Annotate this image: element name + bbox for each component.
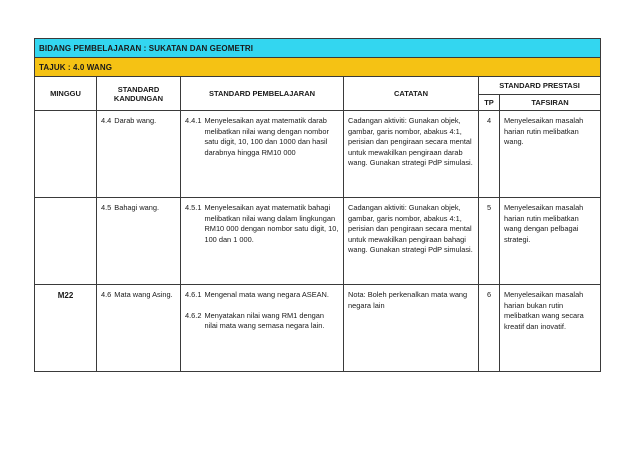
standard-pembelajaran-cell <box>181 285 344 372</box>
tafsiran-cell: Menyelesaikan masalah harian rutin melibatkan wang dengan pelbagai strategi. <box>500 198 601 285</box>
table-row <box>35 285 601 372</box>
sp-text: Menyatakan nilai wang RM1 dengan nilai mata wang semasa negara lain. <box>204 310 325 331</box>
sp-text: Menyelesaikan ayat matematik bahagi melibatkan nilai wang dalam lingkungan RM10 000 dengan nombor satu digit, 10, 100 dan 1 000. <box>204 203 339 244</box>
standard-pembelajaran-cell <box>181 111 344 198</box>
catatan-cell: Cadangan aktiviti: Gunakan objek, gambar, garis nombor, abakus 4:1, perisian dan pengiraan secara mental untuk mewakilkan pengiraan darab wang. Gunakan strategi PdP simulasi. <box>344 111 479 198</box>
catatan-cell: Cadangan aktiviti: Gunakan objek, gambar, garis nombor, abakus 4:1, perisian dan pengiraan secara mental untuk mewakilkan pengiraan bahagi wang. Gunakan strategi PdP simulasi. <box>344 198 479 285</box>
minggu-cell: M22 <box>35 285 97 372</box>
standard-kandungan-cell <box>97 111 181 198</box>
tp-cell: 5 <box>479 198 500 285</box>
sk-number: 4.4 <box>101 116 112 125</box>
sk-text: Mata wang Asing. <box>114 290 173 299</box>
sk-number: 4.5 <box>101 203 112 212</box>
catatan-cell: Nota: Boleh perkenalkan mata wang negara lain <box>344 285 479 372</box>
bidang-pembelajaran-band: BIDANG PEMBELAJARAN : SUKATAN DAN GEOMETRI <box>35 39 601 58</box>
header-minggu: MINGGU <box>35 77 97 111</box>
header-catatan: CATATAN <box>344 77 479 111</box>
sk-number: 4.6 <box>101 290 112 299</box>
standard-kandungan-cell <box>97 198 181 285</box>
header-tafsiran: TAFSIRAN <box>500 95 601 111</box>
header-standard-pembelajaran: STANDARD PEMBELAJARAN <box>181 77 344 111</box>
sp-number: 4.6.1 <box>185 290 202 299</box>
standard-pembelajaran-cell <box>181 198 344 285</box>
table-row <box>35 111 601 198</box>
header-standard-prestasi: STANDARD PRESTASI <box>479 77 601 95</box>
tp-cell: 4 <box>479 111 500 198</box>
sp-text: Menyelesaikan ayat matematik darab melibatkan nilai wang dengan nombor satu digit, 10, 100 dan 1000 dan hasil darabnya hingga RM10 000 <box>204 116 329 157</box>
curriculum-document <box>34 38 600 372</box>
minggu-cell <box>35 111 97 198</box>
sk-text: Bahagi wang. <box>114 203 160 212</box>
sp-number: 4.4.1 <box>185 116 202 125</box>
tp-cell: 6 <box>479 285 500 372</box>
tafsiran-cell: Menyelesaikan masalah harian bukan rutin melibatkan wang secara kreatif dan inovatif. <box>500 285 601 372</box>
standard-kandungan-cell <box>97 285 181 372</box>
header-standard-kandungan: STANDARD KANDUNGAN <box>97 77 181 111</box>
sk-text: Darab wang. <box>114 116 157 125</box>
sp-number: 4.6.2 <box>185 310 202 320</box>
table-row <box>35 198 601 285</box>
curriculum-table <box>34 38 601 372</box>
tajuk-band: TAJUK : 4.0 WANG <box>35 58 601 77</box>
minggu-cell <box>35 198 97 285</box>
sp-number: 4.5.1 <box>185 203 202 212</box>
header-tp: TP <box>479 95 500 111</box>
sp-text: Mengenal mata wang negara ASEAN. <box>204 290 329 299</box>
tafsiran-cell: Menyelesaikan masalah harian rutin melibatkan wang. <box>500 111 601 198</box>
